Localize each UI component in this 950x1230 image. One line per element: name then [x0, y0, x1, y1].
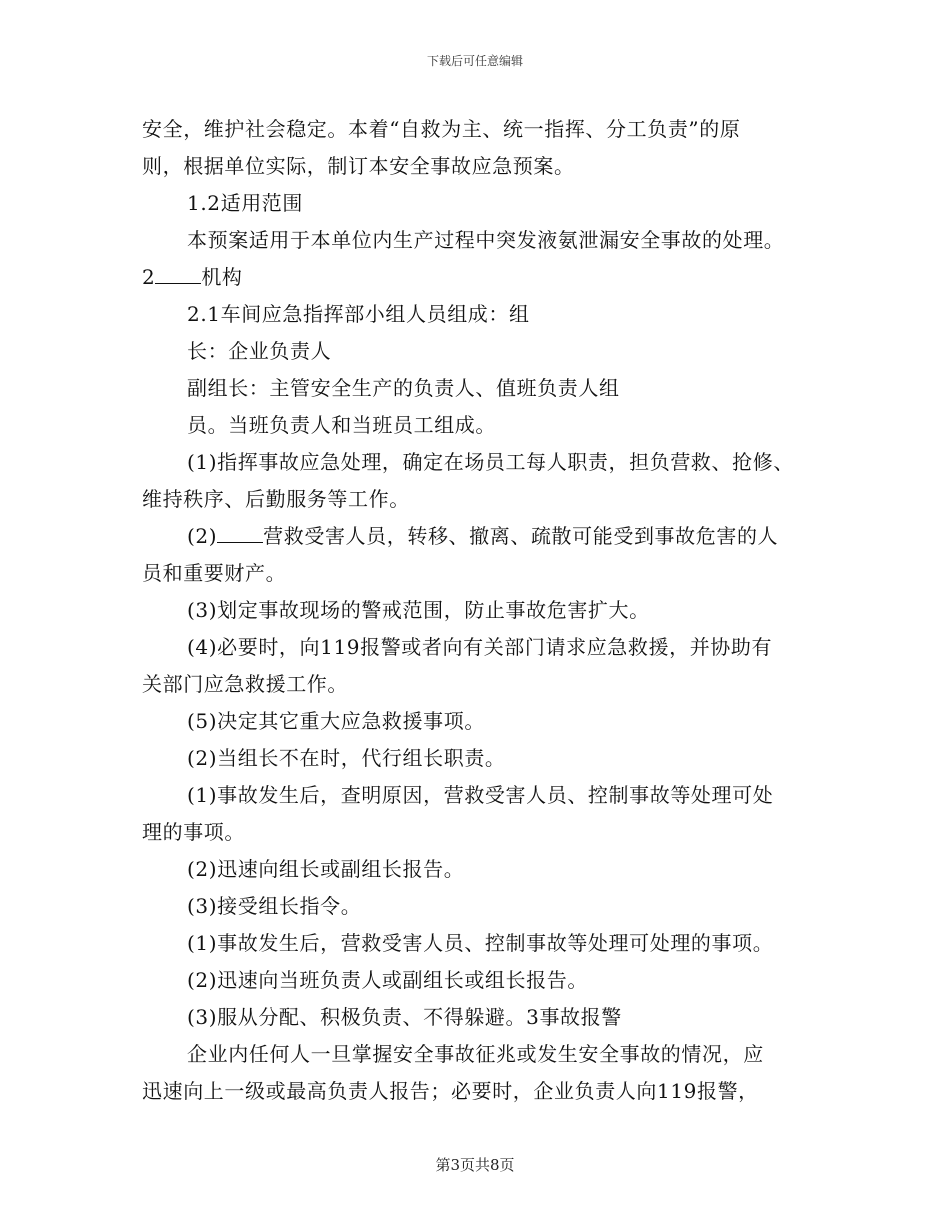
page-number: 第3页共8页: [435, 1156, 515, 1174]
text-line: 2.1车间应急指挥部小组人员组成：组: [187, 302, 530, 326]
text-line: 副组长：主管安全生产的负责人、值班负责人组: [187, 376, 620, 400]
text-line: 本预案适用于本单位内生产过程中突发液氨泄漏安全事故的处理。: [187, 228, 785, 252]
text-line: 则，根据单位实际，制订本安全事故应急预案。: [142, 154, 575, 178]
text-line: (3)服从分配、积极负责、不得躲避。3事故报警: [187, 1005, 622, 1029]
text-line: 员和重要财产。: [142, 561, 287, 585]
text-line: (3)划定事故现场的警戒范围，防止事故危害扩大。: [187, 598, 650, 622]
text-line: (2)迅速向组长或副组长报告。: [187, 857, 465, 881]
text-line: 关部门应急救援工作。: [142, 672, 348, 696]
line-prefix: (2): [187, 524, 218, 548]
line-prefix: 2: [142, 265, 156, 289]
fill-in-blank: [155, 263, 201, 284]
line-suffix: 营救受害人员，转移、撤离、疏散可能受到事故危害的人: [263, 524, 779, 548]
text-line: 长：企业负责人: [187, 339, 332, 363]
text-line: 安全，维护社会稳定。本着“自救为主、统一指挥、分工负责”的原: [142, 117, 741, 141]
text-line: [142, 518, 832, 555]
text-line: (1)指挥事故应急处理，确定在场员工每人职责，担负营救、抢修、: [187, 450, 794, 474]
fill-in-blank: [217, 522, 263, 543]
text-line: 理的事项。: [142, 820, 245, 844]
text-line: (4)必要时，向119报警或者向有关部门请求应急救援，并协助有: [187, 635, 773, 659]
line-suffix: 机构: [201, 265, 243, 289]
text-line: [142, 259, 832, 296]
text-line: 企业内任何人一旦掌握安全事故征兆或发生安全事故的情况，应: [187, 1042, 764, 1066]
text-line: (1)事故发生后，查明原因，营救受害人员、控制事故等处理可处: [187, 783, 774, 807]
text-line: (5)决定其它重大应急救援事项。: [187, 709, 485, 733]
text-line: 维持秩序、后勤服务等工作。: [142, 487, 410, 511]
text-line: (2)迅速向当班负责人或副组长或组长报告。: [187, 968, 588, 992]
text-line: 员。当班负责人和当班员工组成。: [187, 413, 496, 437]
text-line: (3)接受组长指令。: [187, 894, 362, 918]
text-line: (2)当组长不在时，代行组长职责。: [187, 746, 506, 770]
page-header: 下载后可任意编辑: [426, 54, 523, 68]
text-line: 迅速向上一级或最高负责人报告；必要时，企业负责人向119报警，: [142, 1079, 759, 1103]
text-line: 1.2适用范围: [187, 191, 304, 215]
text-line: (1)事故发生后，营救受害人员、控制事故等处理可处理的事项。: [187, 931, 774, 955]
document-body: [142, 111, 832, 1110]
